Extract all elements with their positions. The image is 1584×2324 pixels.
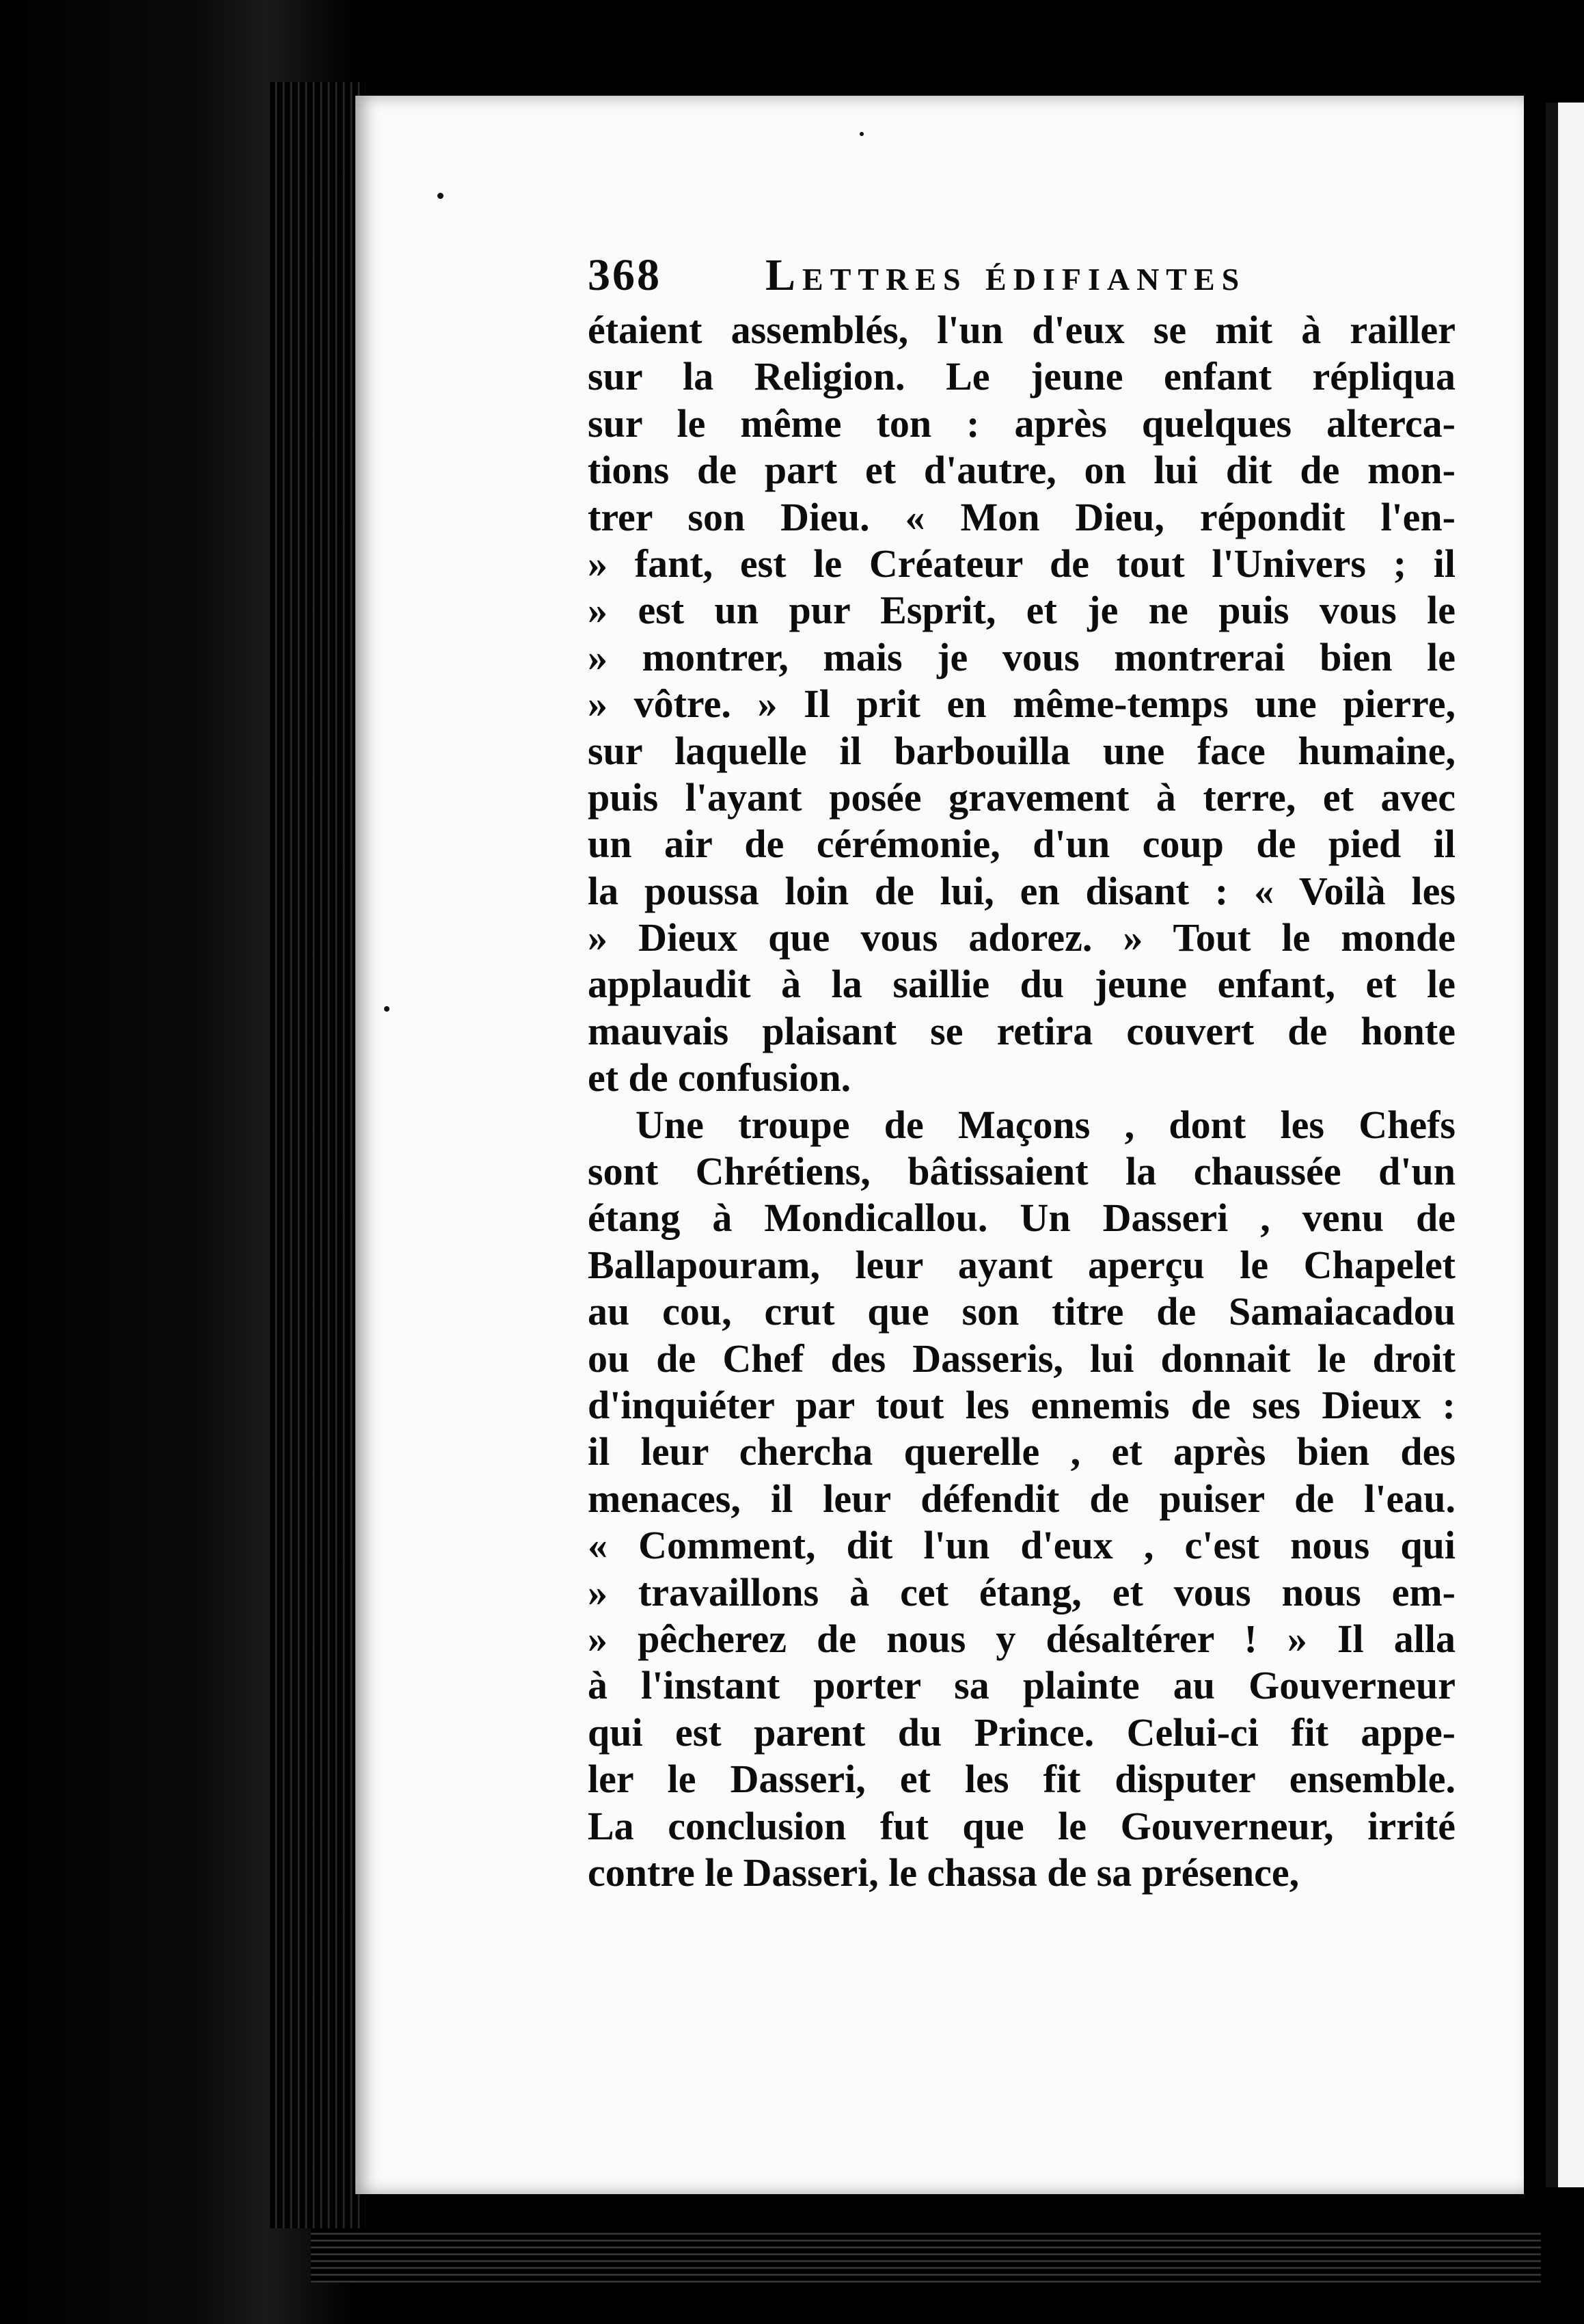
gutter-shadow: [1546, 103, 1558, 2187]
text-line: tions de part et d'autre, on lui dit de mon-: [588, 448, 1456, 493]
text-line: Ballapouram, leur ayant aperçu le Chapelet: [588, 1242, 1456, 1287]
page-edges-left: [270, 82, 366, 2228]
page-number: 368: [588, 250, 661, 300]
text-line: ler le Dasseri, et les fit disputer ensemble.: [588, 1757, 1456, 1802]
text-line: d'inquiéter par tout les ennemis de ses Dieux :: [588, 1382, 1456, 1427]
body-text: [588, 307, 1456, 1896]
text-line: sont Chrétiens, bâtissaient la chaussée d'un: [588, 1149, 1456, 1194]
text-line: trer son Dieu. « Mon Dieu, répondit l'en-: [588, 494, 1456, 539]
text-line: » pêcherez de nous y désaltérer ! » Il alla: [588, 1616, 1456, 1661]
text-line: étang à Mondicallou. Un Dasseri , venu de: [588, 1195, 1456, 1241]
text-line: applaudit à la saillie du jeune enfant, et le: [588, 962, 1456, 1007]
text-line: menaces, il leur défendit de puiser de l'eau.: [588, 1476, 1456, 1521]
text-line: la poussa loin de lui, en disant : « Voilà les: [588, 868, 1456, 913]
text-line: sur laquelle il barbouilla une face humaine,: [588, 728, 1456, 773]
text-line: » fant, est le Créateur de tout l'Univers ; il: [588, 541, 1456, 586]
text-line: La conclusion fut que le Gouverneur, irrité: [588, 1803, 1456, 1848]
text-line: et de confusion.: [588, 1055, 851, 1100]
text-line: il leur chercha querelle , et après bien des: [588, 1429, 1456, 1474]
text-line: contre le Dasseri, le chassa de sa présence,: [588, 1850, 1300, 1895]
text-line: mauvais plaisant se retira couvert de honte: [588, 1008, 1456, 1053]
text-line: « Comment, dit l'un d'eux , c'est nous qui: [588, 1523, 1456, 1568]
text-line: Une troupe de Maçons , dont les Chefs: [636, 1102, 1456, 1147]
facing-page-edge: [1558, 103, 1584, 2187]
text-line: un air de cérémonie, d'un coup de pied il: [588, 822, 1456, 867]
text-line: étaient assemblés, l'un d'eux se mit à railler: [588, 308, 1456, 352]
speck: [437, 193, 443, 199]
text-line: au cou, crut que son titre de Samaiacadou: [588, 1289, 1456, 1334]
text-line: » travaillons à cet étang, et vous nous em-: [588, 1569, 1456, 1614]
text-line: qui est parent du Prince. Celui-ci fit appe-: [588, 1710, 1456, 1755]
text-line: sur la Religion. Le jeune enfant répliqua: [588, 354, 1456, 399]
text-line: » montrer, mais je vous montrerai bien le: [588, 634, 1456, 679]
speck: [860, 132, 864, 136]
speck: [384, 1006, 390, 1012]
running-title: Lettres édifiantes: [765, 250, 1246, 300]
text-block: [588, 249, 1456, 1896]
running-head: [588, 249, 1456, 307]
text-line: » vôtre. » Il prit en même-temps une pierre,: [588, 681, 1456, 727]
text-line: » est un pur Esprit, et je ne puis vous le: [588, 588, 1456, 633]
text-line: sur le même ton : après quelques alterca-: [588, 401, 1456, 446]
text-line: ou de Chef des Dasseris, lui donnait le droit: [588, 1336, 1456, 1381]
text-line: » Dieux que vous adorez. » Tout le monde: [588, 915, 1456, 960]
text-line: à l'instant porter sa plainte au Gouverneur: [588, 1663, 1456, 1708]
page-edges-bottom: [311, 2228, 1541, 2283]
text-line: puis l'ayant posée gravement à terre, et avec: [588, 774, 1456, 820]
